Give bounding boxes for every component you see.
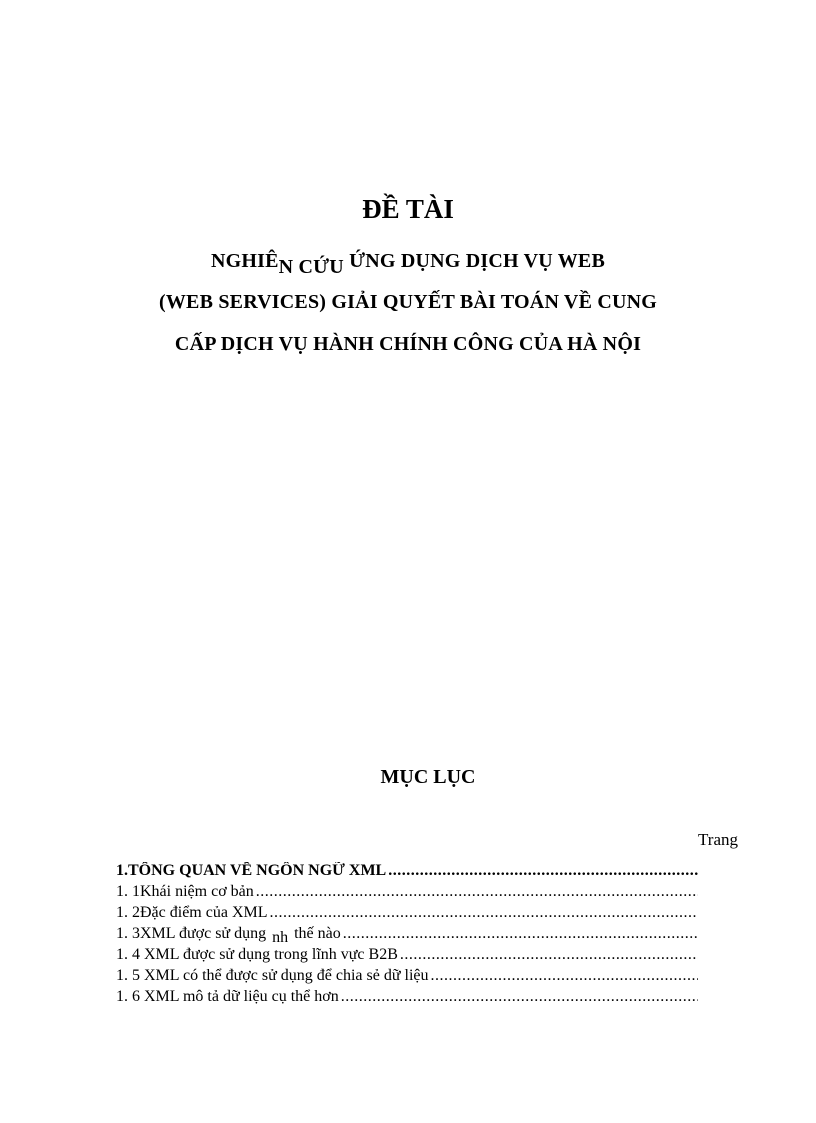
- toc-entry[interactable]: [116, 967, 698, 988]
- subtitle-line-3: CẤP DỊCH VỤ HÀNH CHÍNH CÔNG CỦA HÀ NỘI: [174, 333, 642, 355]
- subtitle-line-1-part-c: ỨNG DỤNG DỊCH VỤ WEB: [343, 250, 605, 272]
- toc-dot-leader: [341, 988, 698, 1006]
- subtitle-line-1: [0, 250, 816, 278]
- toc-entry[interactable]: [116, 862, 698, 883]
- toc-entry[interactable]: [116, 883, 698, 904]
- toc-entry-text: 1. 4 XML được sử dụng trong lĩnh vực B2B: [116, 946, 398, 963]
- toc-entry-text: 1. 2Đặc điểm của XML: [116, 904, 268, 921]
- toc-entry-text: 1. 5 XML có thể được sử dụng để chia sẻ dữ liệu: [116, 967, 429, 984]
- toc-entry-text: 1. 1Khái niệm cơ bản: [116, 883, 254, 900]
- toc-entry-text: 1. 6 XML mô tả dữ liệu cụ thể hơn: [116, 988, 339, 1005]
- toc-heading: MỤC LỤC: [380, 766, 476, 788]
- toc-page-column-label: Trang: [698, 830, 738, 849]
- toc-entry-text: [116, 925, 341, 946]
- document-title: ĐỀ TÀI: [362, 194, 454, 224]
- subtitle-line-1-part-b: N CỨU: [278, 256, 344, 278]
- toc-dot-leader: [400, 946, 698, 964]
- toc-entry-text-part-c: thế nào: [294, 925, 341, 942]
- toc-entry[interactable]: [116, 988, 698, 1009]
- table-of-contents: [116, 862, 698, 1009]
- subtitle-line-1-part-a: NGHIÊ: [210, 250, 279, 272]
- toc-dot-leader: [270, 904, 698, 922]
- toc-dot-leader: [256, 883, 698, 901]
- toc-entry-text-part-b: nh: [272, 929, 289, 946]
- toc-dot-leader: [343, 925, 698, 943]
- toc-entry-text: 1.TỔNG QUAN VỀ NGÔN NGỮ XML: [116, 862, 387, 879]
- toc-entry[interactable]: [116, 946, 698, 967]
- toc-entry[interactable]: [116, 904, 698, 925]
- toc-dot-leader: [388, 862, 698, 880]
- toc-entry-text-part-a: 1. 3XML được sử dụng: [116, 925, 271, 942]
- toc-dot-leader: [430, 967, 698, 985]
- subtitle-line-2: (WEB SERVICES) GIẢI QUYẾT BÀI TOÁN VỀ CUNG: [159, 291, 657, 313]
- toc-entry[interactable]: [116, 925, 698, 946]
